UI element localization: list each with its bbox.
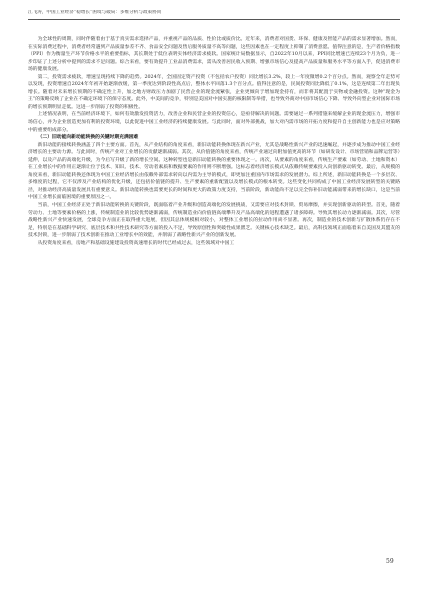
- paragraph-consumption-demand: 为全球性的周期，同时伴随着由于基于真实需求选择产品，并重视产品的品质、性价比或质价比。近年来，消费者对国货、环保、健康及智能产品的需求显著增加。然而，在实际消费过程中，消费者经常遇到产品质量参差不齐、食品安全问题及售后服务质量不高等问题，这些因素也在一定程度上抑制了消费意愿。值得注意的是，生产者价格指数（PPI）作为衡量生产环节价格水平的重要指标，其长期处于低位表明实体经济需求疲软。国家统计局数据显示，自2022年10月以来，PPI同比增速已连续23个月为负，进一步印证了上述分析中提到的需求不足问题。综合来看，要有效提升工业品消费需求，需从改善居民收入预期、增强市场信心及提高产品质量和服务水平等方面入手，促进消费市场的健康发展。: [28, 37, 400, 73]
- article-body: [28, 36, 400, 247]
- header-divider: [28, 19, 400, 20]
- paragraph-momentum-transition: 新旧动能的接续转换涵盖了四个主要方面。首先，从产业结构的角度来看，新旧动能转换体现在新兴产业，尤其是战略性新兴产业的迅速崛起，并逐步成为推动中国工业经济增长的主要动力源。与此同时，传统产业对工业增长的贡献逐渐减弱。其次，从价值链的角度来看，传统产业通过向附加值更高的环节（如研发设计、市场营销和品牌运营等）延伸，以及产品的高端化升级，为今后写升级了新的增长空间。这种转型也是新旧动能转换的重要体现之一。再次，从要素的角度来看，传统生产要素（如劳动、土地和资本）在工业增长中的作用正逐渐让位于技术、知识、技术、劳动者素质和数据要素的作用则不断增强。这标志着经济增长模式从依赖传统要素投入向创新驱动转变。最后，从规模的角度来看，新旧动能转换还体现为中国工业经济增长由依赖外部需求转向以内需为主导的模式，即更加注重国内市场需求的发展潜力。综上所述，新旧动能转换是一个多层次、多维度的过程，它不仅涉及产业结构的优化升级，还包括价值链的提升、生产要素的重新配置以及增长模式的根本转变。这些变化共同构成了中国工业经济发展转型的关键路径，对推动经济高质量发展具有重要意义。新旧动能转换也需要更长的时间和更大的政策力度支持，当前阶段，新动能尚不足以完全弥补旧动能减弱带来的增长缺口，这是当前中国工业增长面临困境的重要原因之一。: [28, 142, 400, 201]
- paragraph-investment-perspective: 从投资角度来看，房地产和基础设施建设投资高速增长的时代已经成过去，这些领域对中国工: [37, 240, 235, 246]
- paragraph-investment-demand: 第二，投资需求疲软，增速呈现持续下降的趋势。2024年，全国固定资产投资（不包括农户投资）同比增长3.2%，较上一年度微增0.2个百分点。然而，观察全年走势可以发现，投资增速自2024年年初开始逐渐放缓，第一季度达到阶段性高点后，整体水平回落1.3个百分点。值得注意的是，民间投资同比降低了0.1%，这是连续第二年出现负增长。随着对未来增长预期的不确定性上升，加之地方财政压力加剧了民营企业的现金流紧张，企业更倾向于增加现金持有，而非将其配置于实物或金融投资。这种“现金为王”的策略反映了企业在不确定环境下的保守态度。此外，中美间的竞争，特别是美国对中国实施的核限制等举措，也导致外商对中国市场信心下降、导致外向型企业对国际市场的增长预期明显走低。这进一步削弱了投资的积极性。: [28, 74, 400, 110]
- running-header: 江飞涛，中国工业经济“稳增长”困境与破局：多维分析与政策协同: [28, 10, 162, 15]
- section-heading: （二）旧动能向新动能转换的关键时期充满困难: [37, 135, 139, 141]
- paragraph-industrial-upgrade: 当前，中国工业经济正处于新旧动能转换的关键阶段，既面临着产业升级和创造高端化的发展挑战，又需要应对技术封锁、贸易摩擦，并实现创新驱动的转型。首先，随着劳动力、土地等要素价格的上涨，传统制造业的比较优势逐渐减弱，传统制造业向价值链高端攀升及产品高端化的进程遭遇了诸多障碍。导致其增长动力逐渐减弱。其次，尽管战略性新兴产业快速发展，全球竞争方面正在取得重大进展，但因其总体规模相对较小，对整体工业增长的拉动作用尚不显著。再次，制造业的技术创新与扩散体系仍存在不足，特别是在基础科学研究、底层技术和共性技术研究等方面的投入不足，导致原创性和突破性成果匮乏。关键核心技术缺乏。最后，高科技领域正面临着来自美国及其盟友的技术封锁，进一步削弱了技术创新在推动工业增长中的效能，并削弱了战略性新兴产业的创新发展。: [28, 203, 400, 239]
- paragraph-investment-summary: 上述情况表明，在当前经济环境下，如何有效激发投资活力，改善企业和民营企业的投资信心，是亟待解决的问题。需要通过一系列措施来缓解企业的现金流压力，增强市场信心，并为企业创造更加有利的投资环境，以此促进中国工业经济的持续健康发展。与此同时，面对外部挑战，加大对内需市场的开拓力度和提升自主创新能力也是应对策略中的重要组成部分。: [28, 112, 400, 133]
- page-number: 59: [386, 558, 394, 565]
